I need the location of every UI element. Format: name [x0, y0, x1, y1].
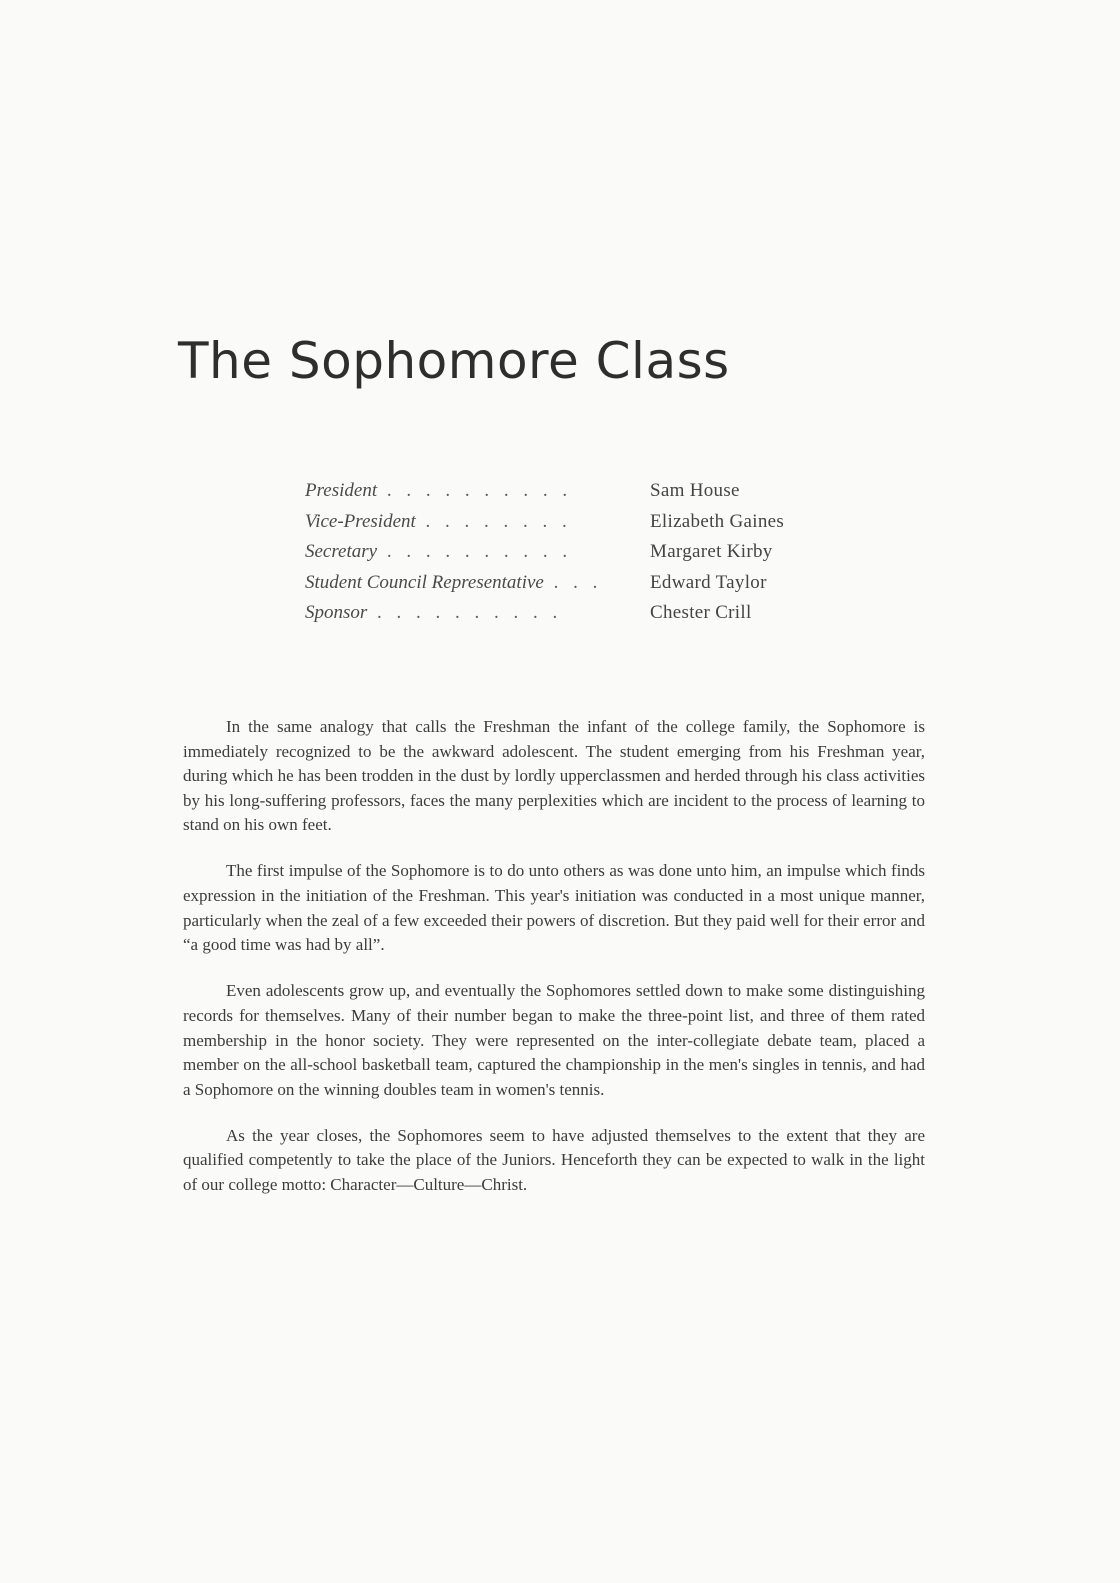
leader-dots: . . . . . . . .	[415, 510, 572, 532]
officer-row-president	[305, 476, 865, 507]
body-text	[183, 715, 925, 1219]
officer-row-vice-president	[305, 507, 865, 538]
officer-name: Edward Taylor	[650, 571, 767, 593]
officer-role-cell	[305, 476, 650, 507]
officer-role-cell	[305, 568, 650, 599]
officer-role: Sponsor	[305, 602, 368, 623]
officer-role-cell	[305, 537, 650, 568]
leader-dots: . . . . . . . . . .	[377, 541, 573, 562]
paragraph-1: In the same analogy that calls the Freshman the infant of the college family, the Sophomore is immediately recognized to be the awkward adolescent. The student emerging from his Freshman year, during which he has been trodden in the dust by lordly upperclassmen and herded through his class activities by his long-suffering professors, faces the many perplexities which are incident to the process of learning to stand on his own feet.	[183, 717, 925, 835]
paragraph-4: As the year closes, the Sophomores seem to have adjusted themselves to the extent that they are qualified competently to take the place of the Juniors. Henceforth they can be expected to walk in the light of our college motto: Character—Culture—Christ.	[183, 1125, 925, 1194]
officer-name: Elizabeth Gaines	[650, 510, 785, 532]
leader-dots: . . . . . . . . . .	[367, 602, 563, 623]
officer-name: Chester Crill	[650, 602, 752, 623]
leader-dots: . . . . . . . . . .	[377, 480, 573, 501]
officer-role: Student Council Representative	[305, 571, 544, 593]
officer-name: Margaret Kirby	[650, 541, 773, 562]
officer-row-secretary	[305, 537, 865, 568]
officer-row-student-council	[305, 568, 865, 599]
paragraph-2: The first impulse of the Sophomore is to do unto others as was done unto him, an impulse which finds expression in the initiation of the Freshman. This year's initiation was conducted in a most unique manner, particularly when the zeal of a few exceeded their powers of discretion. But they paid well for their error and “a good time was had by all”.	[183, 861, 925, 955]
officer-row-sponsor	[305, 598, 865, 629]
paragraph-3: Even adolescents grow up, and eventually the Sophomores settled down to make some distinguishing records for themselves. Many of their number began to make the three-point list, and three of them rated membership in the honor society. They were represented on the inter-collegiate debate team, placed a member on the all-school basketball team, captured the championship in the men's singles in tennis, and had a Sophomore on the winning doubles team in women's tennis.	[183, 981, 925, 1099]
officer-role-cell	[305, 598, 650, 629]
officer-list	[305, 476, 865, 629]
leader-dots: . . .	[543, 571, 603, 593]
officer-role: President	[305, 480, 378, 501]
page-title: The Sophomore Class	[178, 332, 730, 390]
officer-role: Vice-President	[305, 510, 416, 532]
officer-role: Secretary	[305, 541, 378, 562]
officer-role-cell	[305, 507, 650, 538]
officer-name: Sam House	[650, 480, 740, 501]
